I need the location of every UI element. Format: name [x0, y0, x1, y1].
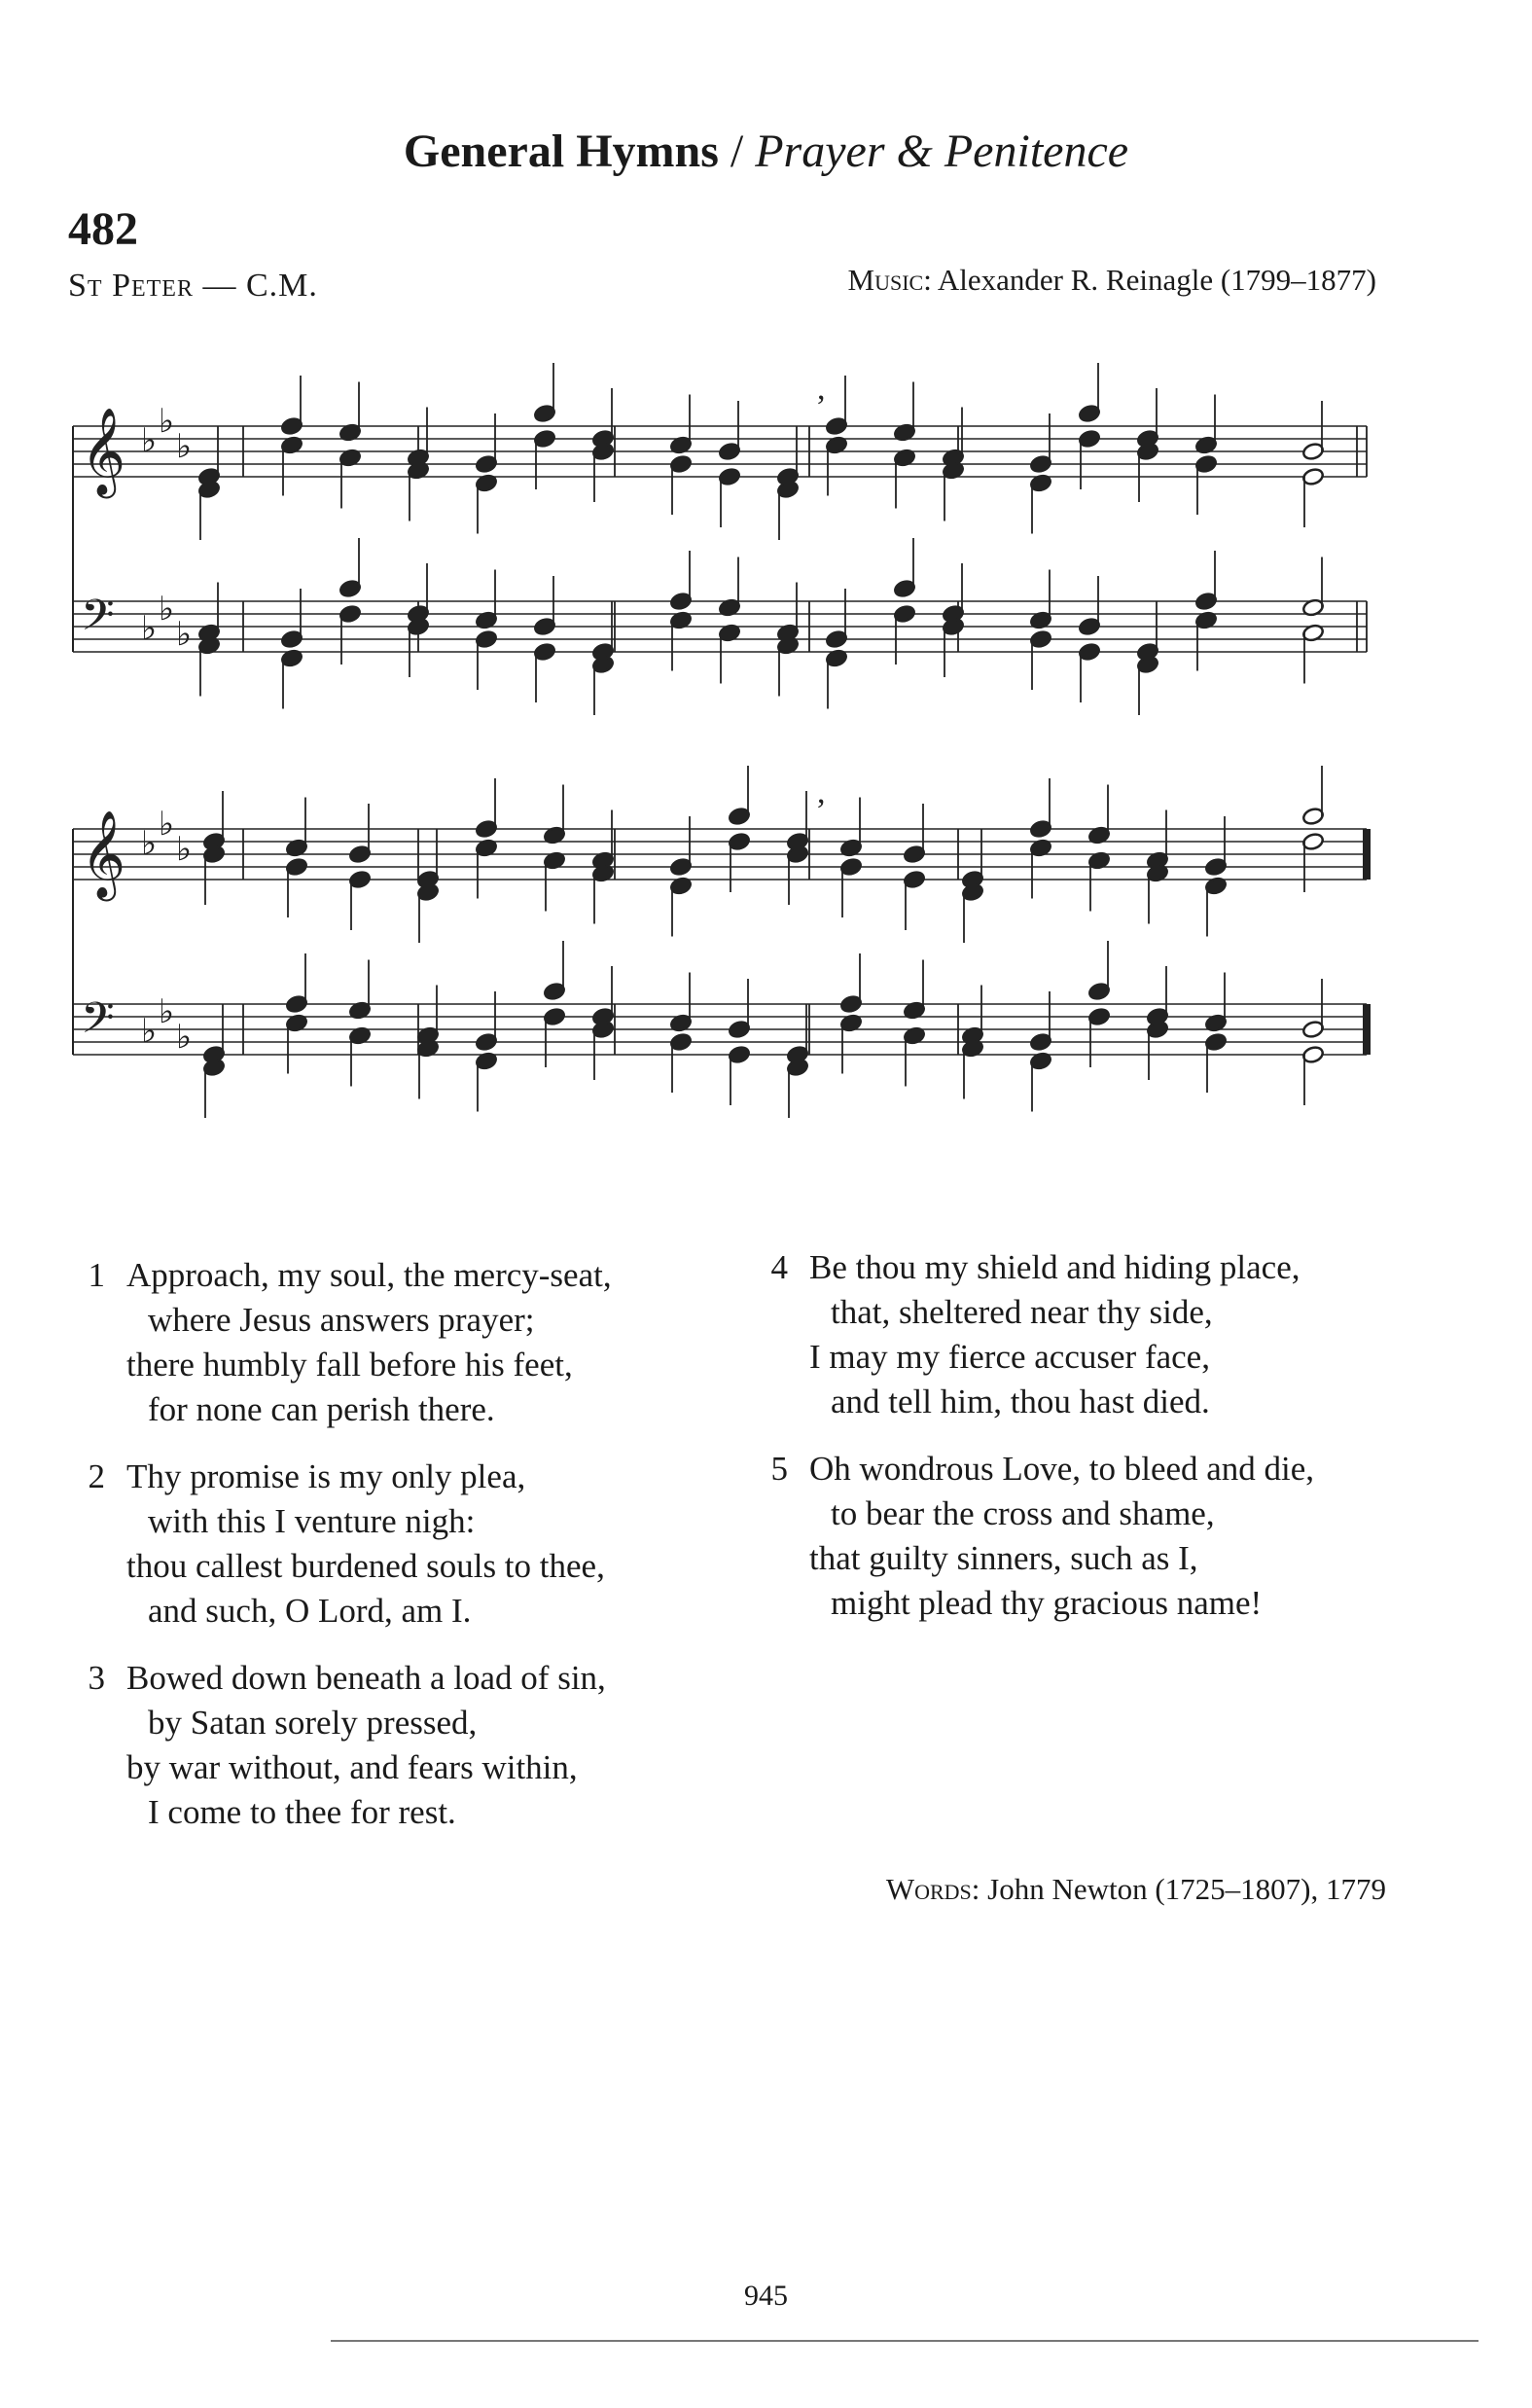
flat-icon: ♭: [159, 805, 175, 844]
flat-icon: ♭: [141, 609, 158, 648]
page-header: [0, 125, 1532, 178]
verse-3: [66, 1656, 689, 1841]
flat-icon: ♭: [159, 402, 175, 441]
flat-icon: ♭: [176, 1018, 193, 1057]
breath-mark: ,: [817, 774, 826, 810]
verse-line: I come to thee for rest.: [148, 1793, 456, 1831]
verse-line: thou callest burdened souls to thee,: [126, 1547, 605, 1585]
verse-line: where Jesus answers prayer;: [148, 1301, 535, 1339]
verse-line: that guilty sinners, such as I,: [809, 1539, 1198, 1577]
meter: — C.M.: [193, 268, 318, 304]
words-label: Words: [885, 1872, 972, 1906]
words-credit: [886, 1872, 1386, 1907]
verse-number: 3: [88, 1659, 105, 1697]
verse-line: might plead thy gracious name!: [831, 1584, 1263, 1622]
verse-line: Be thou my shield and hiding place,: [809, 1248, 1300, 1286]
section-title: General Hymns: [403, 126, 719, 177]
hymn-number: 482: [68, 203, 138, 255]
tune-title: St Peter: [68, 268, 194, 304]
bass-clef-icon: 𝄢: [81, 590, 115, 651]
breath-mark: ,: [817, 371, 826, 407]
tune-name: [68, 268, 318, 305]
verse-number: 2: [88, 1457, 105, 1495]
score-systems: [73, 363, 1367, 1118]
verse-line: with this I venture nigh:: [148, 1502, 476, 1540]
treble-clef-icon: 𝄞: [81, 810, 126, 898]
verse-line: by Satan sorely pressed,: [148, 1704, 478, 1742]
verse-line: I may my fierce accuser face,: [809, 1338, 1210, 1376]
flat-icon: ♭: [176, 427, 193, 466]
staff-treble: [73, 805, 1367, 902]
flat-icon: ♭: [159, 992, 175, 1031]
bass-clef-icon: 𝄢: [81, 992, 115, 1054]
flat-icon: ♭: [159, 590, 175, 629]
verse-line: for none can perish there.: [148, 1390, 495, 1428]
verse-line: there humbly fall before his feet,: [126, 1346, 573, 1384]
flat-icon: ♭: [141, 421, 158, 460]
flat-icon: ♭: [141, 1012, 158, 1051]
flat-icon: ♭: [141, 824, 158, 863]
verse-1: [66, 1253, 689, 1438]
page-number: 945: [744, 2280, 788, 2312]
verse-line: and such, O Lord, am I.: [148, 1592, 472, 1630]
footer-rule: [331, 2340, 1479, 2342]
verse-number: 1: [88, 1256, 105, 1294]
verse-2: [66, 1455, 689, 1639]
verse-4: [749, 1245, 1391, 1430]
verse-line: Thy promise is my only plea,: [126, 1457, 526, 1495]
treble-clef-icon: 𝄞: [81, 408, 126, 495]
verse-line: Bowed down beneath a load of sin,: [126, 1659, 606, 1697]
verse-line: Approach, my soul, the mercy-seat,: [126, 1256, 612, 1294]
verse-line: that, sheltered near thy side,: [831, 1293, 1213, 1331]
header-separator: /: [718, 126, 756, 177]
flat-icon: ♭: [176, 830, 193, 869]
staff-bass: [73, 590, 1367, 654]
verse-line: and tell him, thou hast died.: [831, 1383, 1210, 1420]
staff-bass: [73, 992, 1367, 1057]
verse-line: by war without, and fears within,: [126, 1748, 578, 1786]
music-label: Music: [847, 263, 924, 297]
verse-number: 4: [770, 1248, 788, 1286]
verse-number: 5: [770, 1450, 788, 1488]
flat-icon: ♭: [176, 615, 193, 654]
music-credit: [848, 263, 1376, 298]
verse-line: to bear the cross and shame,: [831, 1494, 1215, 1532]
verse-5: [749, 1447, 1410, 1632]
subsection-title: Prayer & Penitence: [755, 126, 1129, 177]
composer: : Alexander R. Reinagle (1799–1877): [923, 263, 1376, 297]
verse-line: Oh wondrous Love, to bleed and die,: [809, 1450, 1315, 1488]
author: : John Newton (1725–1807), 1779: [971, 1872, 1386, 1906]
music-score: [58, 360, 1479, 1197]
